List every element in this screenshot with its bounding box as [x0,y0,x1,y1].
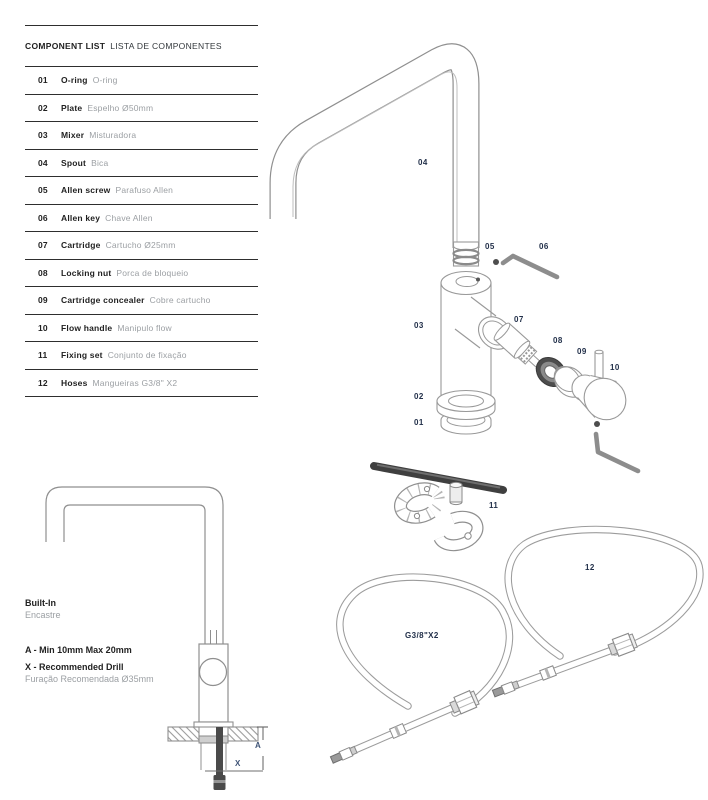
builtin-subtitle: Encastre [25,610,61,620]
fixing-set-drawing [374,465,503,550]
component-number: 06 [38,212,48,223]
component-row [25,315,258,343]
component-row [25,67,258,95]
flow-handle-drawing [572,350,634,428]
component-name: Mixer [61,130,85,141]
component-description: Bica [91,157,109,168]
component-list-title: COMPONENT LIST [25,41,106,51]
component-name: Cartridge [61,240,101,251]
horseshoe-washer-drawing [435,512,481,550]
component-row [25,95,258,123]
component-description: Mangueiras G3/8" X2 [92,377,178,388]
builtin-title: Built-In [25,598,56,608]
component-description: Misturadora [89,130,137,141]
component-number: 03 [38,130,48,141]
component-description: Parafuso Allen [115,185,174,196]
builtin-text-block [25,597,154,685]
component-number: 05 [38,185,48,196]
component-number: 12 [38,377,48,388]
label-locking-nut: 08 [553,336,563,345]
component-number: 09 [38,295,48,306]
label-oring: 01 [414,418,424,427]
spout-connector-drawing [454,242,479,266]
component-name: Locking nut [61,267,112,278]
component-row [25,150,258,178]
label-allen-screw: 05 [485,242,495,251]
label-allen-key: 06 [539,242,549,251]
label-flow-handle: 10 [610,363,620,372]
label-cartridge: 07 [514,315,524,324]
component-list-header [25,26,258,67]
allen-screw-2-drawing [594,421,600,427]
plate-drawing [437,391,495,420]
hose-left-drawing [330,577,509,764]
component-list-subtitle: LISTA DE COMPONENTES [110,41,222,51]
hose-collar [390,724,407,739]
component-number: 01 [38,75,48,86]
label-hoses: 12 [585,563,595,572]
label-concealer: 09 [577,347,587,356]
component-description: Conjunto de fixação [107,350,187,361]
component-name: Allen key [61,212,101,223]
hose-right-drawing [492,530,700,698]
handle-circle [200,659,227,686]
component-number: 07 [38,240,48,251]
dimension-a-note: A - Min 10mm Max 20mm [25,645,132,655]
component-description: Porca de bloqueio [116,267,189,278]
component-row [25,287,258,315]
allen-screw-drawing [493,259,499,265]
component-description: Manipulo flow [117,322,172,333]
label-plate: 02 [414,392,424,401]
component-number: 08 [38,267,48,278]
component-row [25,205,258,233]
component-number: 04 [38,157,48,168]
component-name: Spout [61,157,87,168]
threaded-rod [216,727,223,775]
component-name: Hoses [61,377,88,388]
countertop-right [228,727,258,741]
component-row [25,342,258,370]
component-row [25,232,258,260]
component-row [25,370,258,398]
component-list [25,25,258,397]
component-number: 11 [38,350,48,361]
label-dim-a: A [255,741,262,750]
component-number: 10 [38,322,48,333]
label-hose-spec: G3/8"X2 [405,631,439,640]
component-name: O-ring [61,75,88,86]
hose-collar [540,666,557,680]
component-description: Espelho Ø50mm [87,102,154,113]
hose-nut [607,632,638,658]
component-number: 02 [38,102,48,113]
component-row [25,177,258,205]
label-spout: 04 [418,158,428,167]
allen-key-drawing [503,256,557,277]
component-description: Chave Allen [105,212,153,223]
component-description: Cobre cartucho [149,295,211,306]
component-description: Cartucho Ø25mm [105,240,176,251]
dimension-x-subtitle: Furação Recomendada Ø35mm [25,674,154,684]
countertop-left [168,727,199,741]
mounting-washer [199,736,228,743]
dimension-x-note: X - Recommended Drill [25,662,124,672]
component-row [25,122,258,150]
hose-tip-fitting [330,746,357,765]
component-name: Cartridge concealer [61,295,145,306]
component-name: Plate [61,102,83,113]
allen-key-2-drawing [596,434,638,471]
label-mixer: 03 [414,321,424,330]
label-dim-x: X [235,759,241,768]
component-name: Flow handle [61,322,113,333]
component-name: Allen screw [61,185,111,196]
component-description: O-ring [92,75,118,86]
component-row [25,260,258,288]
component-name: Fixing set [61,350,103,361]
spout-drawing [283,57,466,248]
label-fixing-set: 11 [489,501,499,510]
